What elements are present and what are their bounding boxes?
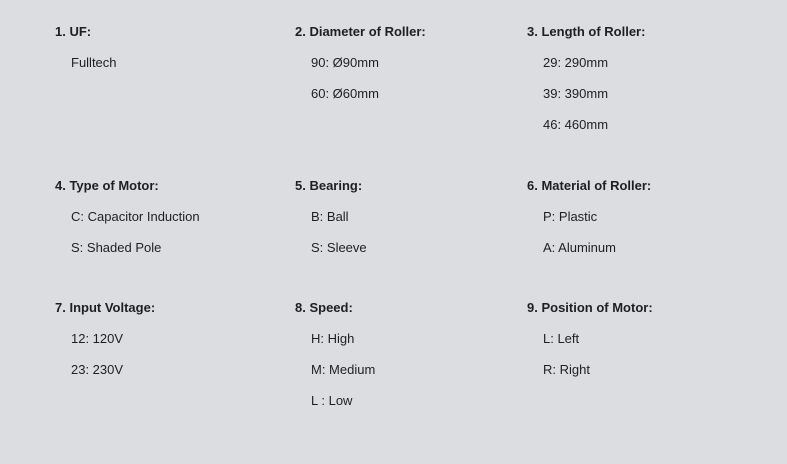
section-heading: 8. Speed: (295, 300, 353, 315)
option-item: 12: 120V (71, 331, 124, 346)
option-item: B: Ball (311, 209, 349, 224)
section-diameter-of-roller (295, 24, 525, 102)
section-position-of-motor (527, 300, 757, 378)
section-length-of-roller (527, 24, 757, 133)
section-heading: 4. Type of Motor: (55, 178, 159, 193)
section-speed (295, 300, 525, 409)
option-item: 46: 460mm (543, 117, 609, 132)
option-item: Fulltech (71, 55, 117, 70)
option-item: S: Shaded Pole (71, 240, 162, 255)
option-list (55, 331, 285, 378)
option-list (295, 209, 525, 256)
section-type-of-motor (55, 178, 285, 256)
option-item: 29: 290mm (543, 55, 609, 70)
option-item: C: Capacitor Induction (71, 209, 200, 224)
option-list (527, 55, 757, 133)
option-list (527, 331, 757, 378)
section-uf (55, 24, 285, 71)
option-list (55, 55, 285, 71)
option-item: 23: 230V (71, 362, 124, 377)
option-item: S: Sleeve (311, 240, 367, 255)
option-item: P: Plastic (543, 209, 598, 224)
option-item: R: Right (543, 362, 590, 377)
section-heading: 7. Input Voltage: (55, 300, 156, 315)
section-bearing (295, 178, 525, 256)
option-item: M: Medium (311, 362, 376, 377)
option-item: L : Low (311, 393, 353, 408)
option-list (295, 331, 525, 409)
option-item: 60: Ø60mm (311, 86, 379, 101)
section-heading: 6. Material of Roller: (527, 178, 652, 193)
section-heading: 9. Position of Motor: (527, 300, 653, 315)
option-item: 90: Ø90mm (311, 55, 379, 70)
option-item: H: High (311, 331, 355, 346)
option-item: A: Aluminum (543, 240, 616, 255)
option-list (295, 55, 525, 102)
option-list (55, 209, 285, 256)
section-material-of-roller (527, 178, 757, 256)
option-item: 39: 390mm (543, 86, 609, 101)
option-list (527, 209, 757, 256)
section-heading: 3. Length of Roller: (527, 24, 646, 39)
section-input-voltage (55, 300, 285, 378)
option-item: L: Left (543, 331, 580, 346)
section-heading: 5. Bearing: (295, 178, 363, 193)
section-heading: 2. Diameter of Roller: (295, 24, 426, 39)
section-heading: 1. UF: (55, 24, 92, 39)
